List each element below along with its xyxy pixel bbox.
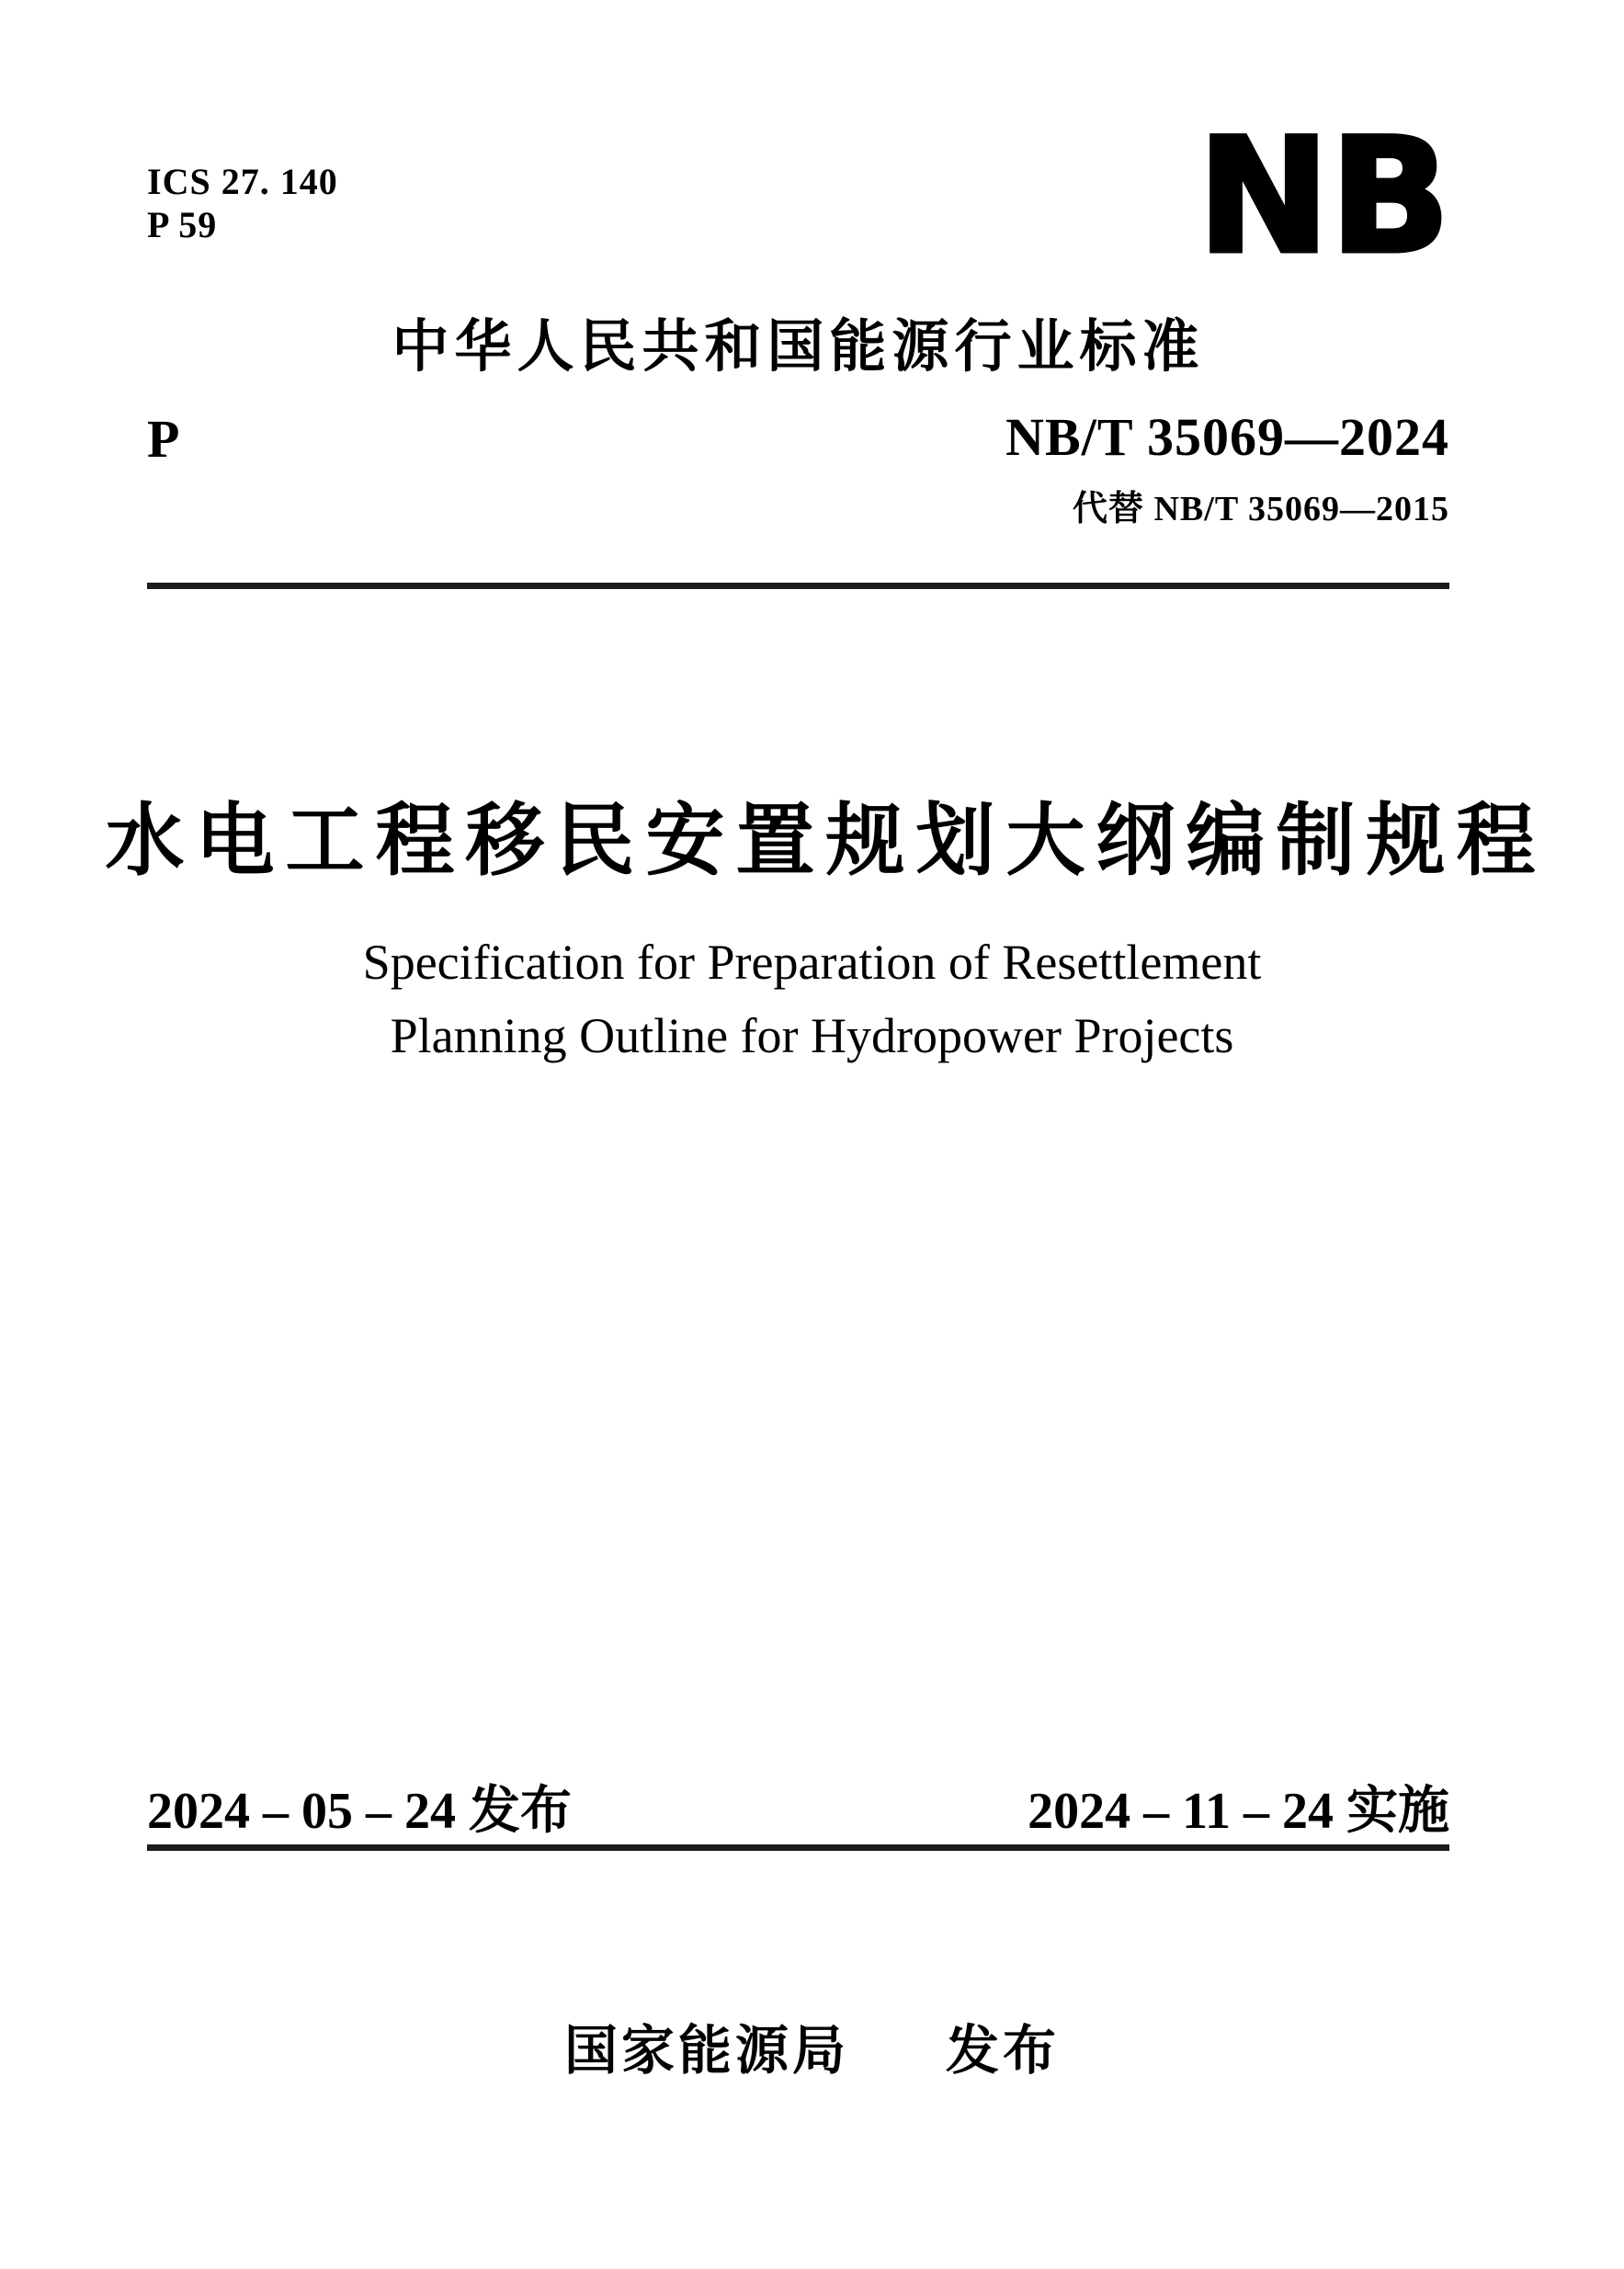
- title-english-line2: Planning Outline for Hydropower Projects: [390, 1007, 1234, 1063]
- implement-date: 2024 – 11 – 24 实施: [1028, 1783, 1449, 1840]
- ics-code: ICS 27. 140: [147, 161, 338, 202]
- title-chinese: 水电工程移民安置规划大纲编制规程: [105, 797, 1547, 885]
- standard-heading: 中华人民共和国能源行业标准: [392, 315, 1205, 379]
- title-english-line1: Specification for Preparation of Resettlement: [362, 935, 1262, 990]
- issuer-name: 国家能源局: [563, 2021, 849, 2081]
- doc-class-code: P 59: [147, 204, 218, 246]
- issue-date: 2024 – 05 – 24 发布: [147, 1783, 572, 1840]
- publish-label: 发布: [946, 2021, 1061, 2081]
- replaces-note: 代替 NB/T 35069—2015: [1072, 490, 1449, 528]
- bottom-rule: [147, 1844, 1449, 1851]
- issuer-line: [0, 2007, 1624, 2084]
- standard-number: NB/T 35069—2024: [1005, 407, 1449, 467]
- p-mark: P: [147, 409, 180, 469]
- date-strip: [147, 1770, 1449, 1844]
- ics-block: [147, 160, 338, 246]
- nb-logo: NB: [1197, 104, 1450, 289]
- top-rule: [147, 583, 1449, 589]
- title-english: [0, 926, 1624, 1073]
